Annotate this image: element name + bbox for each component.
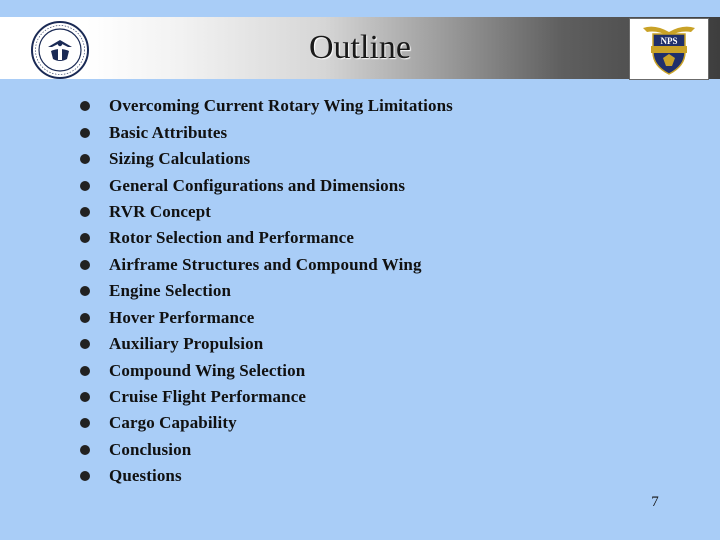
bullet-icon [80, 101, 90, 111]
outline-item-text: Airframe Structures and Compound Wing [109, 254, 422, 274]
outline-item-text: Conclusion [109, 439, 192, 459]
outline-item-text: Rotor Selection and Performance [109, 228, 354, 248]
outline-item [78, 172, 453, 198]
nps-shield-icon [639, 22, 699, 76]
bullet-icon [80, 181, 90, 191]
outline-item [78, 146, 453, 172]
outline-item-text: Hover Performance [109, 307, 255, 327]
bullet-icon [80, 128, 90, 138]
bullet-icon [80, 339, 90, 349]
outline-item [78, 93, 453, 119]
outline-item [78, 331, 453, 357]
nps-logo-text: NPS [660, 36, 678, 46]
outline-item-text: Basic Attributes [109, 122, 228, 142]
bullet-icon [80, 207, 90, 217]
outline-item-text: RVR Concept [109, 201, 212, 221]
bullet-icon [80, 260, 90, 270]
outline-item-text: Engine Selection [109, 281, 232, 301]
outline-item [78, 278, 453, 304]
bullet-icon [80, 154, 90, 164]
outline-item-text: Sizing Calculations [109, 149, 251, 169]
outline-item [78, 119, 453, 145]
bullet-icon [80, 233, 90, 243]
outline-item [78, 225, 453, 251]
outline-item-text: Cargo Capability [109, 413, 237, 433]
nps-logo-box [629, 18, 709, 80]
outline-item [78, 384, 453, 410]
bullet-icon [80, 313, 90, 323]
outline-item [78, 252, 453, 278]
outline-item-text: Cruise Flight Performance [109, 387, 306, 407]
navy-seal-icon [30, 20, 90, 80]
bullet-icon [80, 286, 90, 296]
outline-item [78, 437, 453, 463]
bullet-icon [80, 366, 90, 376]
outline-item [78, 357, 453, 383]
outline-item-text: General Configurations and Dimensions [109, 175, 406, 195]
outline-item-text: Compound Wing Selection [109, 360, 306, 380]
outline-item-text: Questions [109, 466, 182, 486]
outline-item [78, 199, 453, 225]
outline-item-text: Auxiliary Propulsion [109, 334, 264, 354]
page-number: 7 [651, 494, 659, 510]
slide-title: Outline [309, 29, 411, 66]
outline-item-text: Overcoming Current Rotary Wing Limitations [109, 96, 453, 116]
outline-item [78, 410, 453, 436]
bullet-icon [80, 392, 90, 402]
bullet-icon [80, 418, 90, 428]
outline-item [78, 305, 453, 331]
bullet-icon [80, 445, 90, 455]
outline-list [78, 93, 453, 490]
bullet-icon [80, 471, 90, 481]
outline-item [78, 463, 453, 489]
